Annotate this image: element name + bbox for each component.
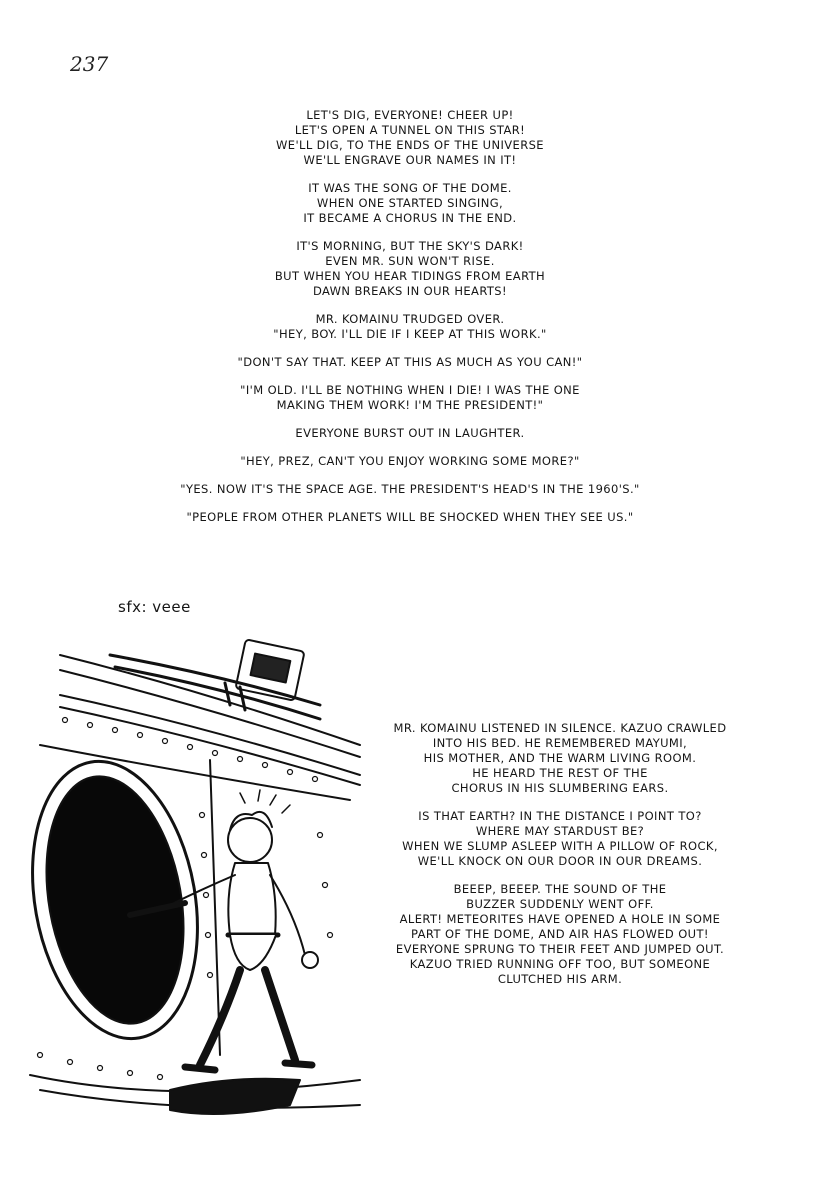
boy-shoe (285, 1063, 312, 1065)
vent-grille (251, 654, 291, 683)
boy-head (228, 818, 272, 862)
song-text-block (90, 108, 730, 538)
dialogue-line: "DON'T SAY THAT. KEEP AT THIS AS MUCH AS YOU CAN!" (237, 355, 583, 369)
boy-shorts (230, 935, 276, 970)
song-verse: IT'S MORNING, BUT THE SKY'S DARK! EVEN MR. SUN WON'T RISE. BUT WHEN YOU HEAR TIDINGS FROM EARTH DAWN BREAKS IN OUR HEARTS! (274, 239, 546, 298)
page-number: 237 (70, 52, 109, 76)
kazuo-illustration (20, 635, 380, 1125)
song-verse: LET'S DIG, EVERYONE! CHEER UP! LET'S OPEN A TUNNEL ON THIS STAR! WE'LL DIG, TO THE ENDS OF THE UNIVERSE WE'LL ENGRAVE OUR NAMES IN IT! (276, 108, 544, 167)
dialogue-line: "PEOPLE FROM OTHER PLANETS WILL BE SHOCKED WHEN THEY SEE US." (186, 510, 634, 524)
song-verse: IS THAT EARTH? IN THE DISTANCE I POINT TO? WHERE MAY STARDUST BE? WHEN WE SLUMP ASLEEP WITH A PILLOW OF ROCK, WE'LL KNOCK ON OUR DOOR IN OUR DREAMS. (402, 809, 718, 868)
boy-torso (228, 863, 275, 935)
narration-paragraph: IT WAS THE SONG OF THE DOME. WHEN ONE STARTED SINGING, IT BECAME A CHORUS IN THE END. (303, 181, 517, 225)
dialogue-line: "HEY, PREZ, CAN'T YOU ENJOY WORKING SOME MORE?" (240, 454, 580, 468)
dialogue-line: "YES. NOW IT'S THE SPACE AGE. THE PRESIDENT'S HEAD'S IN THE 1960'S." (180, 482, 640, 496)
boy-hand (302, 952, 318, 968)
dialogue-line: "I'M OLD. I'LL BE NOTHING WHEN I DIE! I WAS THE ONE MAKING THEM WORK! I'M THE PRESIDENT!" (240, 383, 580, 412)
wall-seam (210, 760, 220, 1055)
boy-shoe (185, 1067, 215, 1070)
narration-paragraph: EVERYONE BURST OUT IN LAUGHTER. (295, 426, 525, 440)
narration-paragraph: MR. KOMAINU TRUDGED OVER. "HEY, BOY. I'LL DIE IF I KEEP AT THIS WORK." (273, 312, 547, 341)
ceiling-beam (60, 670, 360, 757)
boy-leg (265, 970, 295, 1060)
round-door-opening (28, 765, 201, 1034)
surprise-lines (240, 790, 290, 813)
sfx-label: sfx: veee (118, 598, 191, 616)
narration-paragraph: MR. KOMAINU LISTENED IN SILENCE. KAZUO CRAWLED INTO HIS BED. HE REMEMBERED MAYUMI, HIS MOTHER, AND THE WARM LIVING ROOM. HE HEARD THE REST OF THE CHORUS IN HIS SLUMBERING EARS. (393, 721, 727, 795)
narration-paragraph: BEEEP, BEEEP. THE SOUND OF THE BUZZER SUDDENLY WENT OFF. ALERT! METEORITES HAVE OPENED A HOLE IN SOME PART OF THE DOME, AND AIR HAS FLOWED OUT! EVERYONE SPRUNG TO THEIR FEET AND JUMPED OUT. KAZUO TRIED RUNNING OFF TOO, BUT SOMEONE CLUTCHED HIS ARM. (395, 882, 725, 986)
story-text-block (350, 721, 770, 1000)
